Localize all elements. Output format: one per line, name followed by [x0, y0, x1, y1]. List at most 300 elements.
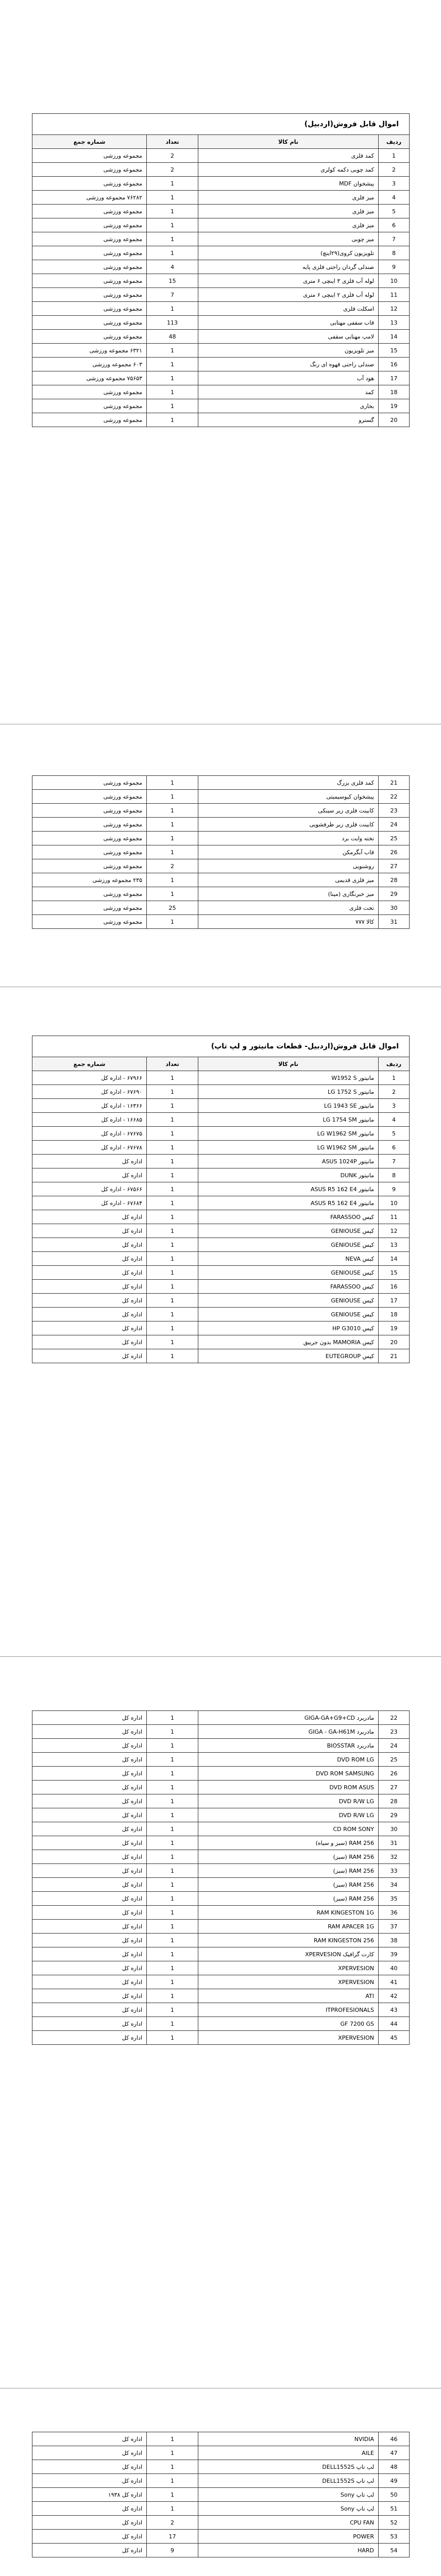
table-row	[32, 873, 410, 887]
item-quantity: 1	[147, 1113, 198, 1127]
item-quantity: 1	[147, 1878, 198, 1892]
row-index: 4	[379, 191, 410, 205]
item-description: اداره کل	[32, 1836, 147, 1850]
item-name: کیس GENIOUSE	[198, 1294, 379, 1308]
item-quantity: 1	[147, 1947, 198, 1961]
table-row	[32, 1349, 410, 1363]
item-quantity: 1	[147, 1781, 198, 1794]
item-quantity: 1	[147, 2474, 198, 2488]
item-name: مانیتور ASUS 1024P	[198, 1155, 379, 1168]
item-quantity: 1	[147, 2003, 198, 2017]
item-quantity: 1	[147, 1349, 198, 1363]
row-index: 13	[379, 316, 410, 330]
item-description: اداره کل	[32, 1989, 147, 2003]
item-name: RAM 256 (سبز)	[198, 1864, 379, 1878]
table-row	[32, 1238, 410, 1252]
item-name: RAM KINGESTON 1G	[198, 1906, 379, 1920]
table-row	[32, 845, 410, 859]
table-row	[32, 1308, 410, 1321]
item-name: قاب آبگرمکن	[198, 845, 379, 859]
item-description: اداره کل	[32, 1280, 147, 1294]
table-row	[32, 191, 410, 205]
item-description: اداره کل	[32, 1238, 147, 1252]
item-description: اداره کل	[32, 1349, 147, 1363]
item-description: اداره کل	[32, 1975, 147, 1989]
item-name: لپ تاپ Sony	[198, 2502, 379, 2516]
item-name: لوله آب فلزی ۳ اینچی ۶ متری	[198, 274, 379, 288]
row-index: 6	[379, 218, 410, 232]
item-description: مجموعه ورزشی	[32, 859, 147, 873]
item-name: مانیتور W1952 S	[198, 1071, 379, 1085]
table-row	[32, 1753, 410, 1767]
item-name: کمد	[198, 385, 379, 399]
table-row	[32, 804, 410, 818]
item-quantity: 1	[147, 232, 198, 246]
item-name: ATI	[198, 1989, 379, 2003]
item-description: اداره کل	[32, 1753, 147, 1767]
item-description: اداره کل	[32, 1781, 147, 1794]
item-description: اداره کل	[32, 1906, 147, 1920]
item-quantity: 1	[147, 1141, 198, 1155]
item-description: اداره کل	[32, 2544, 147, 2557]
item-quantity: 1	[147, 2502, 198, 2516]
item-description: اداره کل	[32, 1947, 147, 1961]
table-row	[32, 776, 410, 790]
item-name: لوله آب فلزی ۲ اینچی ۶ متری	[198, 288, 379, 302]
row-index: 20	[379, 413, 410, 427]
row-index: 44	[379, 2017, 410, 2031]
item-description: اداره کل	[32, 2446, 147, 2460]
col-name: نام کالا	[198, 1057, 379, 1071]
item-description: ۷۶۲۸۲ مجموعه ورزشی	[32, 191, 147, 205]
item-description: مجموعه ورزشی	[32, 399, 147, 413]
table-row	[32, 1711, 410, 1725]
item-description: مجموعه ورزشی	[32, 218, 147, 232]
item-name: گسترو	[198, 413, 379, 427]
row-index: 12	[379, 302, 410, 316]
row-index: 14	[379, 1252, 410, 1266]
item-quantity: 1	[147, 218, 198, 232]
col-index: ردیف	[379, 135, 410, 149]
table-row	[32, 177, 410, 191]
item-name: صندلی راحتی قهوه ای رنگ	[198, 358, 379, 371]
item-quantity: 1	[147, 1127, 198, 1141]
item-name: XPERVESION	[198, 1975, 379, 1989]
item-description: مجموعه ورزشی	[32, 804, 147, 818]
header-row	[32, 135, 410, 149]
table-row	[32, 1294, 410, 1308]
item-description: اداره کل	[32, 2516, 147, 2530]
item-description: مجموعه ورزشی	[32, 776, 147, 790]
row-index: 34	[379, 1878, 410, 1892]
row-index: 17	[379, 1294, 410, 1308]
table-row	[32, 1196, 410, 1210]
item-name: AILE	[198, 2446, 379, 2460]
table-row	[32, 2460, 410, 2474]
table-row	[32, 316, 410, 330]
item-description: اداره کل	[32, 1822, 147, 1836]
table-row	[32, 1266, 410, 1280]
table-row	[32, 1906, 410, 1920]
row-index: 46	[379, 2432, 410, 2446]
table-row	[32, 2488, 410, 2502]
item-name: مانیتور LG W1962 SM	[198, 1141, 379, 1155]
assets-table	[32, 113, 410, 427]
item-name: تلویزیون کروی(۲۹اینچ)	[198, 246, 379, 260]
item-name: POWER	[198, 2530, 379, 2544]
table-row	[32, 2502, 410, 2516]
row-index: 20	[379, 1335, 410, 1349]
item-quantity: 1	[147, 191, 198, 205]
item-name: میز فلزی	[198, 218, 379, 232]
item-name: کیس GENIOUSE	[198, 1238, 379, 1252]
item-name: میز فلزی	[198, 191, 379, 205]
item-quantity: 1	[147, 246, 198, 260]
item-description: مجموعه ورزشی	[32, 288, 147, 302]
item-quantity: 1	[147, 1196, 198, 1210]
item-description: اداره کل	[32, 1224, 147, 1238]
table-row	[32, 1280, 410, 1294]
table-row	[32, 1836, 410, 1850]
item-description: مجموعه ورزشی	[32, 385, 147, 399]
item-name: RAM 256 (سبز)	[198, 1850, 379, 1864]
item-description: مجموعه ورزشی	[32, 832, 147, 845]
table-row	[32, 1808, 410, 1822]
table-row	[32, 1920, 410, 1934]
item-quantity: 25	[147, 901, 198, 915]
row-index: 3	[379, 1099, 410, 1113]
table-row	[32, 1947, 410, 1961]
row-index: 23	[379, 1725, 410, 1739]
item-description: مجموعه ورزشی	[32, 205, 147, 218]
table-row	[32, 1168, 410, 1182]
item-quantity: 1	[147, 302, 198, 316]
table-row	[32, 1252, 410, 1266]
row-index: 25	[379, 832, 410, 845]
item-name: روشنویی	[198, 859, 379, 873]
item-name: لپ تاپ DELL1552S	[198, 2460, 379, 2474]
item-quantity: 1	[147, 776, 198, 790]
item-quantity: 1	[147, 1168, 198, 1182]
item-description: ۱۶۶۸۵ - اداره کل	[32, 1113, 147, 1127]
item-quantity: 1	[147, 205, 198, 218]
item-name: کیس FARASSOO	[198, 1210, 379, 1224]
item-description: ۶۷۶۸۴ - اداره کل	[32, 1196, 147, 1210]
item-description: مجموعه ورزشی	[32, 413, 147, 427]
row-index: 7	[379, 1155, 410, 1168]
item-description: مجموعه ورزشی	[32, 901, 147, 915]
row-index: 50	[379, 2488, 410, 2502]
row-index: 29	[379, 887, 410, 901]
item-quantity: 1	[147, 1085, 198, 1099]
row-index: 48	[379, 2460, 410, 2474]
row-index: 19	[379, 399, 410, 413]
table-row	[32, 302, 410, 316]
item-quantity: 1	[147, 1224, 198, 1238]
item-name: مانیتور ASUS R5 162 E4	[198, 1182, 379, 1196]
item-name: DVD ROM LG	[198, 1753, 379, 1767]
item-name: تخته وایت برد	[198, 832, 379, 845]
row-index: 49	[379, 2474, 410, 2488]
item-description: مجموعه ورزشی	[32, 232, 147, 246]
item-quantity: 1	[147, 2460, 198, 2474]
table-row	[32, 1794, 410, 1808]
row-index: 8	[379, 1168, 410, 1182]
item-description: اداره کل	[32, 1294, 147, 1308]
item-quantity: 1	[147, 1822, 198, 1836]
item-quantity: 2	[147, 2516, 198, 2530]
item-name: مادربرد BIOSSTAR	[198, 1739, 379, 1753]
item-name: CD ROM SONY	[198, 1822, 379, 1836]
table-row	[32, 288, 410, 302]
assets-table	[32, 2432, 410, 2557]
item-description: اداره کل	[32, 1711, 147, 1725]
table-row	[32, 1335, 410, 1349]
row-index: 10	[379, 1196, 410, 1210]
item-name: مانیتور ASUS R5 162 E4	[198, 1196, 379, 1210]
item-name: لپ تاپ DELL1552S	[198, 2474, 379, 2488]
item-description: مجموعه ورزشی	[32, 330, 147, 344]
item-description: اداره کل	[32, 1321, 147, 1335]
row-index: 9	[379, 1182, 410, 1196]
item-description: ۶۷۶۹۰ - اداره کل	[32, 1085, 147, 1099]
table-row	[32, 1210, 410, 1224]
col-qty: تعداد	[147, 1057, 198, 1071]
item-name: مادربرد GIGA - GA-H61M	[198, 1725, 379, 1739]
table-row	[32, 915, 410, 929]
table-row	[32, 1071, 410, 1085]
table-row	[32, 1892, 410, 1906]
item-description: مجموعه ورزشی	[32, 260, 147, 274]
item-quantity: 1	[147, 1308, 198, 1321]
item-quantity: 1	[147, 1920, 198, 1934]
item-quantity: 1	[147, 887, 198, 901]
row-index: 30	[379, 901, 410, 915]
item-name: مانیتور LG 1752 S	[198, 1085, 379, 1099]
row-index: 23	[379, 804, 410, 818]
table-row	[32, 790, 410, 804]
item-description: اداره کل	[32, 2003, 147, 2017]
row-index: 28	[379, 873, 410, 887]
item-description: ۶۷۵۶۶ - اداره کل	[32, 1182, 147, 1196]
item-name: RAM KINGESTON 256	[198, 1934, 379, 1947]
table-row	[32, 1961, 410, 1975]
item-quantity: 1	[147, 2432, 198, 2446]
item-description: مجموعه ورزشی	[32, 246, 147, 260]
item-quantity: 15	[147, 274, 198, 288]
table-row	[32, 2017, 410, 2031]
item-name: هود آب	[198, 371, 379, 385]
row-index: 12	[379, 1224, 410, 1238]
item-quantity: 1	[147, 1266, 198, 1280]
item-description: مجموعه ورزشی	[32, 845, 147, 859]
item-quantity: 1	[147, 2031, 198, 2045]
item-quantity: 1	[147, 1850, 198, 1864]
item-description: اداره کل	[32, 1864, 147, 1878]
item-quantity: 1	[147, 1989, 198, 2003]
row-index: 31	[379, 1836, 410, 1850]
item-name: لامپ مهتابی سقفی	[198, 330, 379, 344]
row-index: 38	[379, 1934, 410, 1947]
item-name: اسکلت فلزی	[198, 302, 379, 316]
item-description: اداره کل	[32, 1335, 147, 1349]
item-description: اداره کل	[32, 1878, 147, 1892]
item-name: پیشخوان MDF	[198, 177, 379, 191]
item-description: مجموعه ورزشی	[32, 316, 147, 330]
item-description: اداره کل	[32, 1920, 147, 1934]
table-row	[32, 2446, 410, 2460]
row-index: 6	[379, 1141, 410, 1155]
item-name: XPERVESION	[198, 1961, 379, 1975]
table-row	[32, 1113, 410, 1127]
row-index: 15	[379, 344, 410, 358]
item-name: DVD ROM ASUS	[198, 1781, 379, 1794]
item-quantity: 1	[147, 1294, 198, 1308]
table-row	[32, 2516, 410, 2530]
row-index: 41	[379, 1975, 410, 1989]
row-index: 35	[379, 1892, 410, 1906]
item-description: اداره کل	[32, 1725, 147, 1739]
item-name: کمد فلزی	[198, 149, 379, 163]
item-name: میز تلویزیون	[198, 344, 379, 358]
row-index: 21	[379, 776, 410, 790]
table-row	[32, 2474, 410, 2488]
table-row	[32, 832, 410, 845]
table-row	[32, 1878, 410, 1892]
table-row	[32, 859, 410, 873]
table-row	[32, 901, 410, 915]
item-description: اداره کل	[32, 1210, 147, 1224]
row-index: 54	[379, 2544, 410, 2557]
row-index: 2	[379, 163, 410, 177]
row-index: 18	[379, 385, 410, 399]
row-index: 28	[379, 1794, 410, 1808]
row-index: 52	[379, 2516, 410, 2530]
item-quantity: 1	[147, 1280, 198, 1294]
item-name: CPU FAN	[198, 2516, 379, 2530]
section-ardabil	[32, 113, 409, 427]
table-row	[32, 218, 410, 232]
item-name: کیس GENIOUSE	[198, 1266, 379, 1280]
item-description: ۶۳۲۱ مجموعه ورزشی	[32, 344, 147, 358]
table-row	[32, 371, 410, 385]
row-index: 4	[379, 1113, 410, 1127]
item-description: مجموعه ورزشی	[32, 887, 147, 901]
row-index: 2	[379, 1085, 410, 1099]
item-quantity: 2	[147, 163, 198, 177]
item-description: مجموعه ورزشی	[32, 163, 147, 177]
item-quantity: 1	[147, 1794, 198, 1808]
row-index: 24	[379, 818, 410, 832]
item-description: اداره کل	[32, 1767, 147, 1781]
table-row	[32, 2544, 410, 2557]
row-index: 45	[379, 2031, 410, 2045]
table-row	[32, 1781, 410, 1794]
item-name: DVD R/W LG	[198, 1808, 379, 1822]
item-name: کمد فلزی بزرگ	[198, 776, 379, 790]
table-row	[32, 1224, 410, 1238]
item-description: اداره کل	[32, 2432, 147, 2446]
row-index: 42	[379, 1989, 410, 2003]
item-name: قاب سقفی مهتابی	[198, 316, 379, 330]
col-desc: شماره جمع	[32, 1057, 147, 1071]
row-index: 37	[379, 1920, 410, 1934]
item-quantity: 1	[147, 1725, 198, 1739]
table-row	[32, 1739, 410, 1753]
item-name: مانیتور LG 1754 SM	[198, 1113, 379, 1127]
assets-table	[32, 1710, 410, 2045]
row-index: 1	[379, 1071, 410, 1085]
item-quantity: 1	[147, 177, 198, 191]
row-index: 30	[379, 1822, 410, 1836]
table-row	[32, 1822, 410, 1836]
item-description: مجموعه ورزشی	[32, 818, 147, 832]
table-row	[32, 2003, 410, 2017]
item-description: اداره کل	[32, 1961, 147, 1975]
item-quantity: 1	[147, 1711, 198, 1725]
section-divider	[0, 1656, 441, 1657]
row-index: 22	[379, 790, 410, 804]
row-index: 25	[379, 1753, 410, 1767]
item-quantity: 1	[147, 2488, 198, 2502]
item-description: ۶۷۶۷۸ - اداره کل	[32, 1141, 147, 1155]
item-name: DVD ROM SAMSUNG	[198, 1767, 379, 1781]
table-row	[32, 205, 410, 218]
item-description: اداره کل ۱۹۳۸	[32, 2488, 147, 2502]
row-index: 14	[379, 330, 410, 344]
item-name: کیس EUTEGROUP	[198, 1349, 379, 1363]
item-name: کیس FARASSOO	[198, 1280, 379, 1294]
table-row	[32, 1850, 410, 1864]
item-quantity: 1	[147, 1252, 198, 1266]
item-description: اداره کل	[32, 1252, 147, 1266]
item-quantity: 1	[147, 2446, 198, 2460]
row-index: 1	[379, 149, 410, 163]
item-quantity: 1	[147, 413, 198, 427]
table-row	[32, 1155, 410, 1168]
row-index: 15	[379, 1266, 410, 1280]
item-quantity: 1	[147, 1892, 198, 1906]
item-quantity: 1	[147, 1767, 198, 1781]
table-row	[32, 385, 410, 399]
item-quantity: 113	[147, 316, 198, 330]
row-index: 17	[379, 371, 410, 385]
table-row	[32, 163, 410, 177]
item-name: کیس HP G3010	[198, 1321, 379, 1335]
row-index: 21	[379, 1349, 410, 1363]
item-quantity: 1	[147, 832, 198, 845]
item-description: اداره کل	[32, 2031, 147, 2045]
table-row	[32, 232, 410, 246]
item-description: اداره کل	[32, 1934, 147, 1947]
item-quantity: 4	[147, 260, 198, 274]
row-index: 47	[379, 2446, 410, 2460]
row-index: 16	[379, 358, 410, 371]
item-name: کیس MAMORIA بدون جرییق	[198, 1335, 379, 1349]
item-description: اداره کل	[32, 1808, 147, 1822]
table-row	[32, 399, 410, 413]
item-description: مجموعه ورزشی	[32, 149, 147, 163]
item-description: اداره کل	[32, 2460, 147, 2474]
row-index: 11	[379, 288, 410, 302]
col-qty: تعداد	[147, 135, 198, 149]
item-quantity: 48	[147, 330, 198, 344]
row-index: 11	[379, 1210, 410, 1224]
row-index: 3	[379, 177, 410, 191]
item-quantity: 17	[147, 2530, 198, 2544]
table-row	[32, 1989, 410, 2003]
item-quantity: 1	[147, 1182, 198, 1196]
